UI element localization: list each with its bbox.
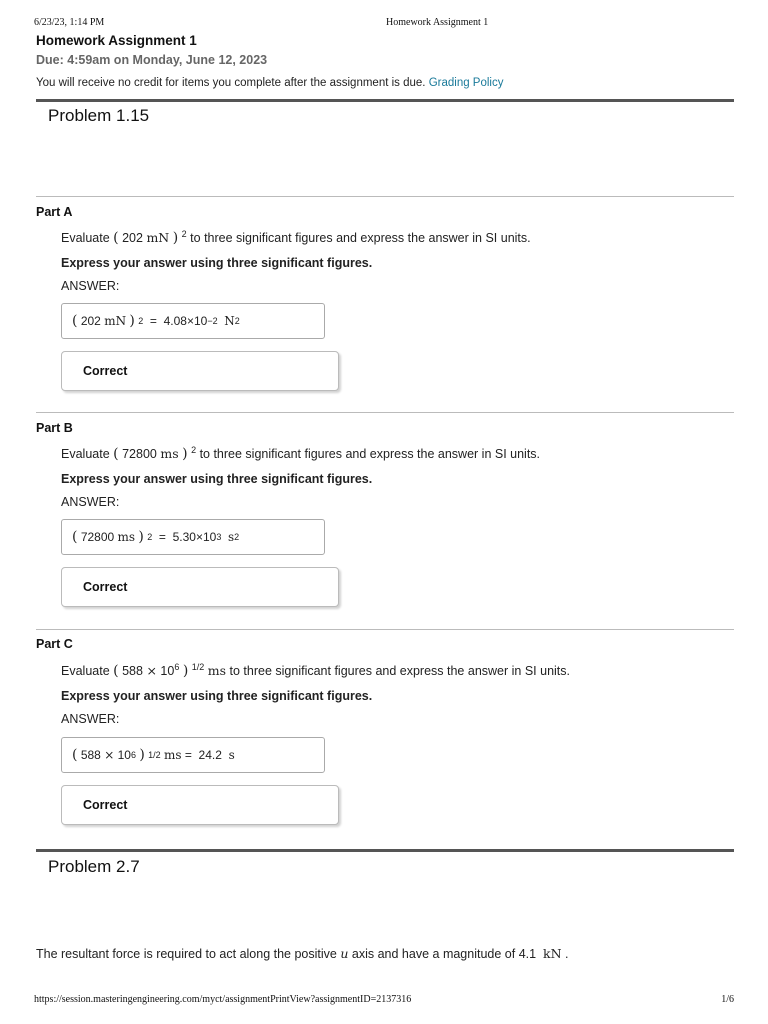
problem-statement	[36, 946, 569, 961]
part-a-correct-badge: Correct	[61, 351, 339, 391]
answer-value: 4.08×10	[163, 314, 208, 328]
part-b-instruction: Express your answer using three significant figures.	[61, 472, 373, 486]
answer-value: 24.2	[198, 748, 222, 762]
part-divider	[36, 412, 734, 413]
section-divider	[36, 849, 734, 852]
problem-title: Problem 1.15	[48, 106, 150, 125]
answer-value-exponent: −2	[207, 316, 218, 326]
part-b-exponent: 2	[191, 445, 197, 455]
print-datetime: 6/23/23, 1:14 PM	[34, 17, 105, 28]
print-footer	[34, 994, 734, 1008]
answer-number: 202	[80, 314, 101, 328]
assignment-notice	[36, 77, 504, 89]
answer-exponent: 1/2	[148, 750, 161, 760]
part-b-label: Part B	[36, 421, 73, 435]
part-a-answer-label: ANSWER:	[61, 279, 120, 293]
question-tail: to three significant figures and express the answer in SI units.	[199, 447, 541, 462]
part-a-unit: mN	[146, 230, 170, 246]
axis-variable: u	[340, 946, 349, 961]
times-symbol: ×	[104, 748, 115, 762]
statement-end: .	[565, 947, 569, 961]
part-c-instruction: Express your answer using three significant figures.	[61, 689, 373, 703]
answer-number: 588	[80, 748, 101, 762]
part-b-unit: ms	[160, 446, 179, 462]
part-c-unit: ms	[207, 663, 227, 679]
part-c-answer-box[interactable]: ( 588 × 10 6 ) 1/2 ms = 24.2 s	[61, 737, 325, 773]
statement-text: axis and have a magnitude of	[351, 947, 516, 961]
answer-value: 5.30×10	[172, 530, 217, 544]
part-a-label: Part A	[36, 205, 73, 219]
answer-exponent: 2	[147, 532, 153, 542]
answer-value-exponent: 3	[216, 532, 222, 542]
part-c-answer-label: ANSWER:	[61, 712, 120, 726]
part-c-base-exponent: 6	[174, 662, 180, 672]
part-c-number: 588	[122, 664, 143, 679]
magnitude-unit: kN	[543, 946, 562, 961]
part-b-answer-label: ANSWER:	[61, 495, 120, 509]
answer-base-exponent: 6	[130, 750, 136, 760]
assignment-title: Homework Assignment 1	[36, 33, 197, 48]
question-tail: to three significant figures and express the answer in SI units.	[190, 231, 531, 246]
part-divider	[36, 196, 734, 197]
answer-base: 10	[117, 748, 131, 762]
evaluate-text: Evaluate	[61, 664, 110, 679]
evaluate-text: Evaluate	[61, 231, 110, 246]
problem-title: Problem 2.7	[48, 857, 140, 876]
answer-si-unit: s	[228, 530, 235, 544]
times-symbol: ×	[146, 663, 157, 679]
question-tail: to three significant figures and express the answer in SI units.	[229, 664, 570, 679]
section-divider	[36, 99, 734, 102]
print-header	[34, 17, 734, 31]
part-c-correct-badge: Correct	[61, 785, 339, 825]
answer-si-unit-exponent: 2	[234, 532, 240, 542]
part-b-question: Evaluate ( 72800 ms ) $^2$ to three significant figures and express the answer in SI units.	[61, 445, 541, 463]
part-divider	[36, 629, 734, 630]
part-a-instruction: Express your answer using three significant figures.	[61, 256, 373, 270]
evaluate-text: Evaluate	[61, 447, 110, 462]
part-c-base: 10	[160, 664, 175, 679]
part-a-answer-box[interactable]: ( 202 mN ) 2 = 4.08×10 −2 N 2	[61, 303, 325, 339]
print-title: Homework Assignment 1	[386, 17, 489, 28]
answer-unit: mN	[104, 314, 127, 328]
statement-text: The resultant force is required to act along the positive	[36, 947, 337, 961]
part-a-number: 202	[122, 231, 143, 246]
grading-policy-link[interactable]: Grading Policy	[428, 77, 504, 89]
magnitude-value: 4.1	[518, 947, 537, 961]
part-b-number: 72800	[122, 447, 157, 462]
part-a-exponent: 2	[181, 229, 187, 239]
answer-unit: ms	[163, 748, 182, 762]
part-c-question: Evaluate ( $588 \times 10^6$ ) $^{1/2}$ ms to three significant figures and express the answer in SI units.	[61, 662, 570, 680]
part-c-exponent: 1/2	[191, 662, 205, 672]
answer-number: 72800	[80, 530, 115, 544]
part-b-answer-box[interactable]: ( 72800 ms ) 2 = 5.30×10 3 s 2	[61, 519, 325, 555]
print-url: https://session.masteringengineering.com/myct/assignmentPrintView?assignmentID=2137316	[34, 994, 412, 1005]
answer-unit: ms	[117, 530, 136, 544]
assignment-due: Due: 4:59am on Monday, June 12, 2023	[36, 53, 268, 67]
notice-text: You will receive no credit for items you complete after the assignment is due.	[36, 77, 426, 89]
answer-si-unit-exponent: 2	[234, 316, 240, 326]
answer-si-unit: N	[224, 314, 235, 328]
page-number: 1/6	[721, 994, 734, 1005]
part-a-question: Evaluate ( 202 mN ) $^2$ to three significant figures and express the answer in SI units.	[61, 229, 531, 247]
answer-exponent: 2	[138, 316, 144, 326]
answer-si-unit: s	[228, 748, 235, 762]
part-b-correct-badge: Correct	[61, 567, 339, 607]
part-c-label: Part C	[36, 637, 73, 651]
